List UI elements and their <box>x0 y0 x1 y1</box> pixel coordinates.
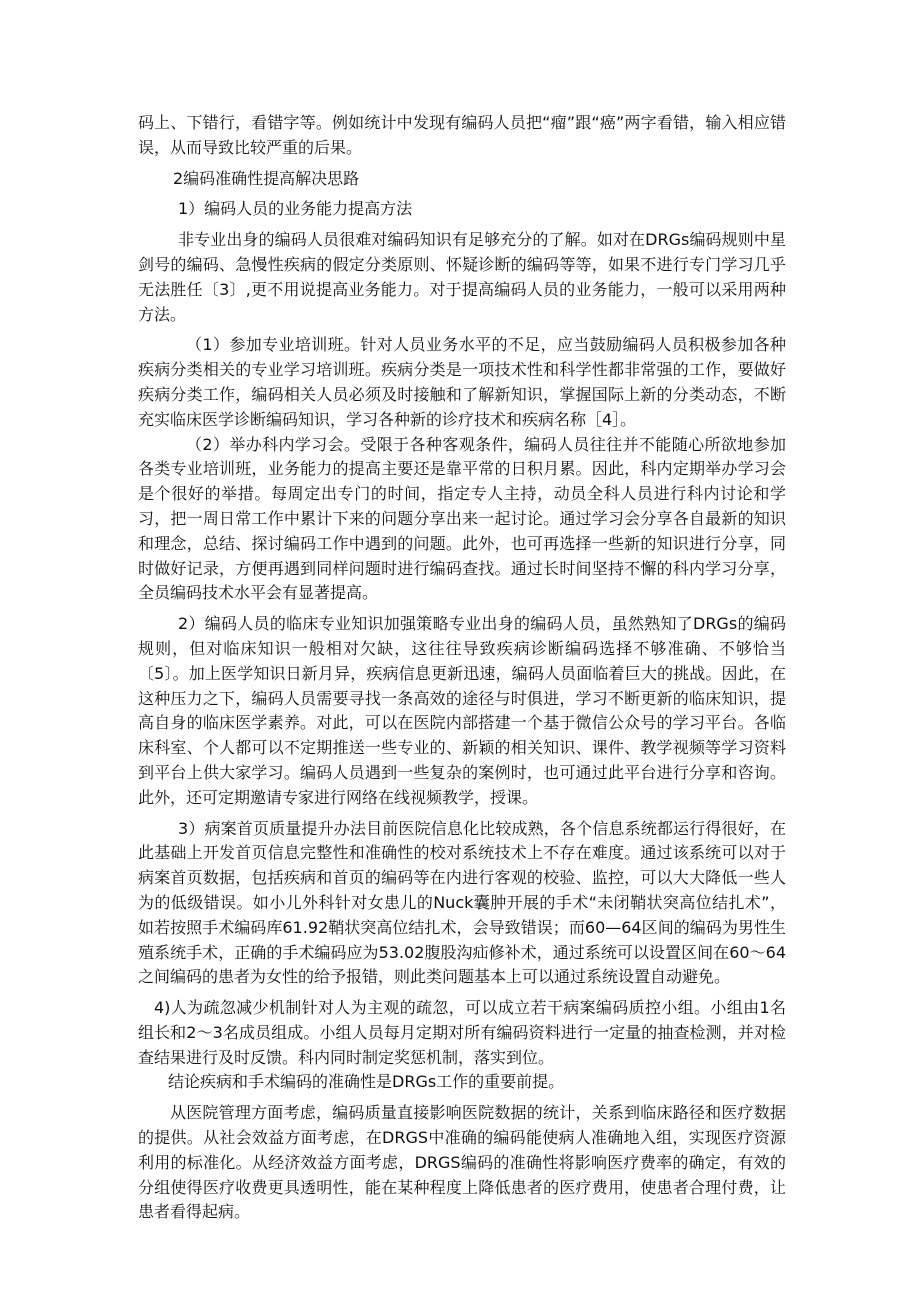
document-body <box>138 111 786 1225</box>
paragraph-study-meeting: （2）举办科内学习会。受限于各种客观条件，编码人员往往并不能随心所欲地参加各类专业培训班，业务能力的提高主要还是靠平常的日积月累。因此，科内定期举办学习会是个很好的举措。每周定出专门的时间，指定专人主持，动员全科人员进行科内讨论和学习，把一周日常工作中累计下来的问题分享出来一起讨论。通过学习会分享各自最新的知识和理念，总结、探讨编码工作中遇到的问题。此外，也可再选择一些新的知识进行分享，同时做好记录，方便再遇到同样问题时进行编码查找。通过长时间坚持不懈的科内学习分享，全员编码技术水平会有显著提高。 <box>138 434 786 603</box>
paragraph-quality-system: 3）病案首页质量提升办法目前医院信息化比较成熟，各个信息系统都运行得很好，在此基础上开发首页信息完整性和准确性的校对系统技术上不存在难度。通过该系统可以对于病案首页数据，包括疾病和首页的编码等在内进行客观的校验、监控，可以大大降低一些人为的低级错误。如小儿外科针对女患儿的Nuck囊肿开展的手术“未闭鞘状突高位结扎术”，如若按照手术编码库61.92鞘状突高位结扎术，会导致错误；而60—64区间的编码为男性生殖系统手术，正确的手术编码应为53.02腹股沟疝修补术，通过系统可以设置区间在60～64之间编码的患者为女性的给予报错，则此类问题基本上可以通过系统设置自动避免。 <box>138 818 786 987</box>
paragraph-human-error: 4)人为疏忽减少机制针对人为主观的疏忽，可以成立若干病案编码质控小组。小组由1名组长和2～3名成员组成。小组人员每月定期对所有编码资料进行一定量的抽查检测，并对检查结果进行及时反馈。科内同时制定奖惩机制，落实到位。 <box>138 998 786 1067</box>
paragraph-non-professional: 非专业出身的编码人员很难对编码知识有足够充分的了解。如对在DRGs编码规则中星剑号的编码、急慢性疾病的假定分类原则、怀疑诊断的编码等等，如果不进行专门学习几乎无法胜任〔3〕,更不用说提高业务能力。对于提高编码人员的业务能力，一般可以采用两种方法。 <box>138 230 786 324</box>
paragraph-conclusion: 从医院管理方面考虑，编码质量直接影响医院数据的统计，关系到临床路径和医疗数据的提供。从社会效益方面考虑，在DRGS中准确的编码能使病人准确地入组，实现医疗资源利用的标准化。从经济效益方面考虑，DRGS编码的准确性将影响医疗费率的确定，有效的分组使得医疗收费更具透明性，能在某种程度上降低患者的医疗费用，使患者合理付费，让患者看得起病。 <box>138 1103 786 1222</box>
paragraph-clinical-knowledge: 2）编码人员的临床专业知识加强策略专业出身的编码人员，虽然熟知了DRGs的编码规则，但对临床知识一般相对欠缺，这往往导致疾病诊断编码选择不够准确、不够恰当〔5〕。加上医学知识日新月异，疾病信息更新迅速，编码人员面临着巨大的挑战。因此，在这种压力之下，编码人员需要寻找一条高效的途径与时俱进，学习不断更新的临床知识，提高自身的临床医学素养。对此，可以在医院内部搭建一个基于微信公众号的学习平台。各临床科室、个人都可以不定期推送一些专业的、新颖的相关知识、课件、教学视频等学习资料到平台上供大家学习。编码人员遇到一些复杂的案例时，也可通过此平台进行分享和咨询。此外，还可定期邀请专家进行网络在线视频教学，授课。 <box>138 614 786 807</box>
paragraph-training-class: （1）参加专业培训班。针对人员业务水平的不足，应当鼓励编码人员积极参加各种疾病分类相关的专业学习培训班。疾病分类是一项技术性和科学性都非常强的工作，要做好疾病分类工作，编码相关人员必须及时接触和了解新知识，掌握国际上新的分类动态，不断充实临床医学诊断编码知识，学习各种新的诊疗技术和疾病名称［4］。 <box>138 335 786 429</box>
heading-solution: 2编码准确性提高解决思路 <box>173 168 360 188</box>
paragraph-conclusion-heading: 结论疾病和手术编码的准确性是DRGs工作的重要前提。 <box>168 1072 565 1092</box>
paragraph-intro: 码上、下错行，看错字等。例如统计中发现有编码人员把“瘤”跟“癌”两字看错，输入相应错误，从而导致比较严重的后果。 <box>138 113 786 157</box>
heading-business-ability: 1）编码人员的业务能力提高方法 <box>178 199 413 219</box>
